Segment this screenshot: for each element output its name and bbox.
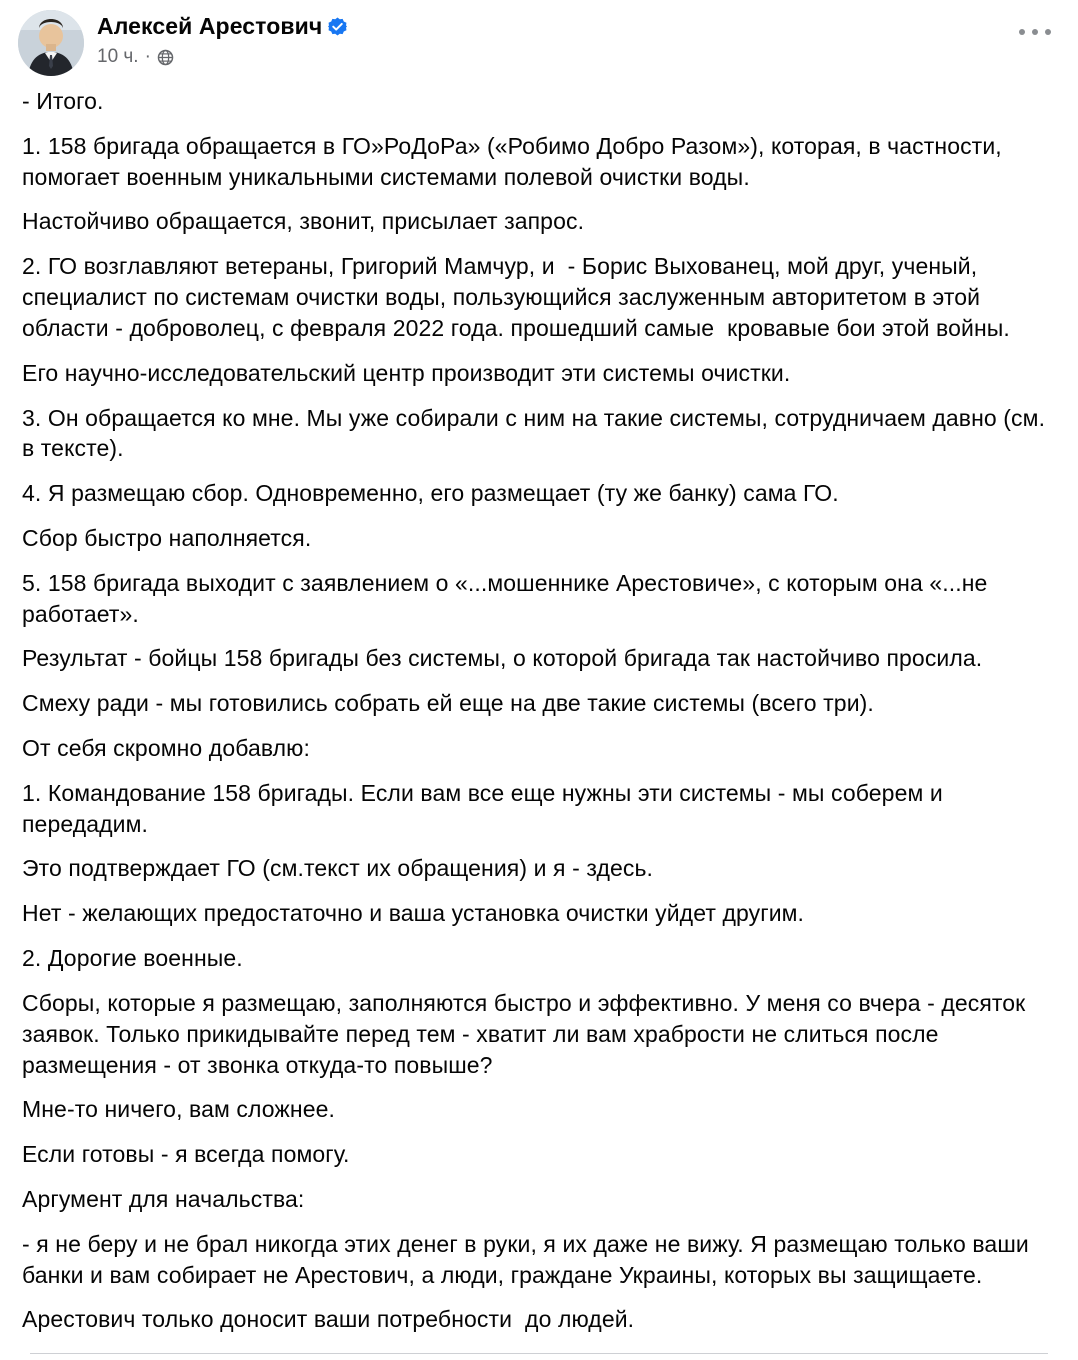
post-paragraph: 1. Командование 158 бригады. Если вам все еще нужны эти системы - мы соберем и передадим. [22, 779, 950, 837]
post-paragraph: 2. Дорогие военные. [22, 945, 243, 972]
post-paragraph: 5. 158 бригада выходит с заявлением о «...мошеннике Арестовиче», с которым она «...не работает». [22, 569, 994, 627]
post-paragraph: Аргумент для начальства: [22, 1185, 305, 1212]
avatar[interactable] [18, 10, 84, 76]
more-options-button[interactable] [1010, 18, 1060, 46]
post-paragraph: - я не беру и не брал никогда этих денег в руки, я их даже не вижу. Я размещаю только ваши банки и вам собирает не Арестович, а люди, граждане Украины, которых вы защищаете. [22, 1230, 1036, 1288]
post-header-text [97, 10, 1010, 68]
post-body [0, 78, 1078, 1349]
post-paragraph: 2. ГО возглавляют ветераны, Григорий Мамчур, и - Борис Выхованец, мой друг, ученый, специалист по системам очистки воды, пользующийся заслуженным авторитетом в этой области - доброволец, с февраля 2022 года. прошедший самые кровавые бои этой войны. [22, 253, 1010, 341]
post-divider [30, 1353, 1048, 1354]
globe-icon [157, 49, 174, 66]
meta-separator: · [144, 46, 151, 67]
post-paragraph: - Итого. [22, 88, 104, 114]
verified-badge-icon [328, 17, 347, 36]
post-paragraph: 3. Он обращается ко мне. Мы уже собирали с ним на такие системы, сотрудничаем давно (см. в тексте). [22, 404, 1052, 462]
post-paragraph: 1. 158 бригада обращается в ГО»РоДоРа» («Робимо Добро Разом»), которая, в частности, помогает военным уникальными системами полевой очистки воды. [22, 132, 1009, 190]
timestamp[interactable]: 10 ч. [97, 46, 139, 67]
post-paragraph: Сборы, которые я размещаю, заполняются быстро и эффективно. У меня со вчера - десяток заявок. Только прикидывайте перед тем - хватит ли вам храбрости не слиться после размещения - от звонка откуда-то повыше? [22, 989, 1032, 1078]
three-dots-icon [1018, 28, 1052, 36]
post-paragraph: Мне-то ничего, вам сложнее. [22, 1096, 335, 1123]
author-name[interactable]: Алексей Арестович [97, 13, 323, 39]
post-paragraph: Смеху ради - мы готовились собрать ей еще на две такие системы (всего три). [22, 690, 874, 717]
post-paragraph: Нет - желающих предостаточно и ваша установка очистки уйдет другим. [22, 900, 805, 927]
avatar-image [18, 10, 84, 76]
post-meta [97, 46, 1010, 68]
post-paragraph: 4. Я размещаю сбор. Одновременно, его размещает (ту же банку) сама ГО. [22, 480, 839, 507]
post-paragraph: Арестович только доносит ваши потребности до людей. [22, 1306, 635, 1333]
post-paragraph: Если готовы - я всегда помогу. [22, 1141, 350, 1168]
post-paragraph: Настойчиво обращается, звонит, присылает запрос. [22, 208, 585, 235]
post-paragraph: Сбор быстро наполняется. [22, 524, 312, 551]
post-paragraph: Это подтверждает ГО (см.текст их обращения) и я - здесь. [22, 855, 654, 882]
post-paragraph: Результат - бойцы 158 бригады без системы, о которой бригада так настойчиво просила. [22, 645, 983, 672]
post-paragraph: Его научно-исследовательский центр производит эти системы очистки. [22, 359, 791, 386]
post-paragraph: От себя скромно добавлю: [22, 735, 311, 761]
post-header [0, 0, 1078, 78]
